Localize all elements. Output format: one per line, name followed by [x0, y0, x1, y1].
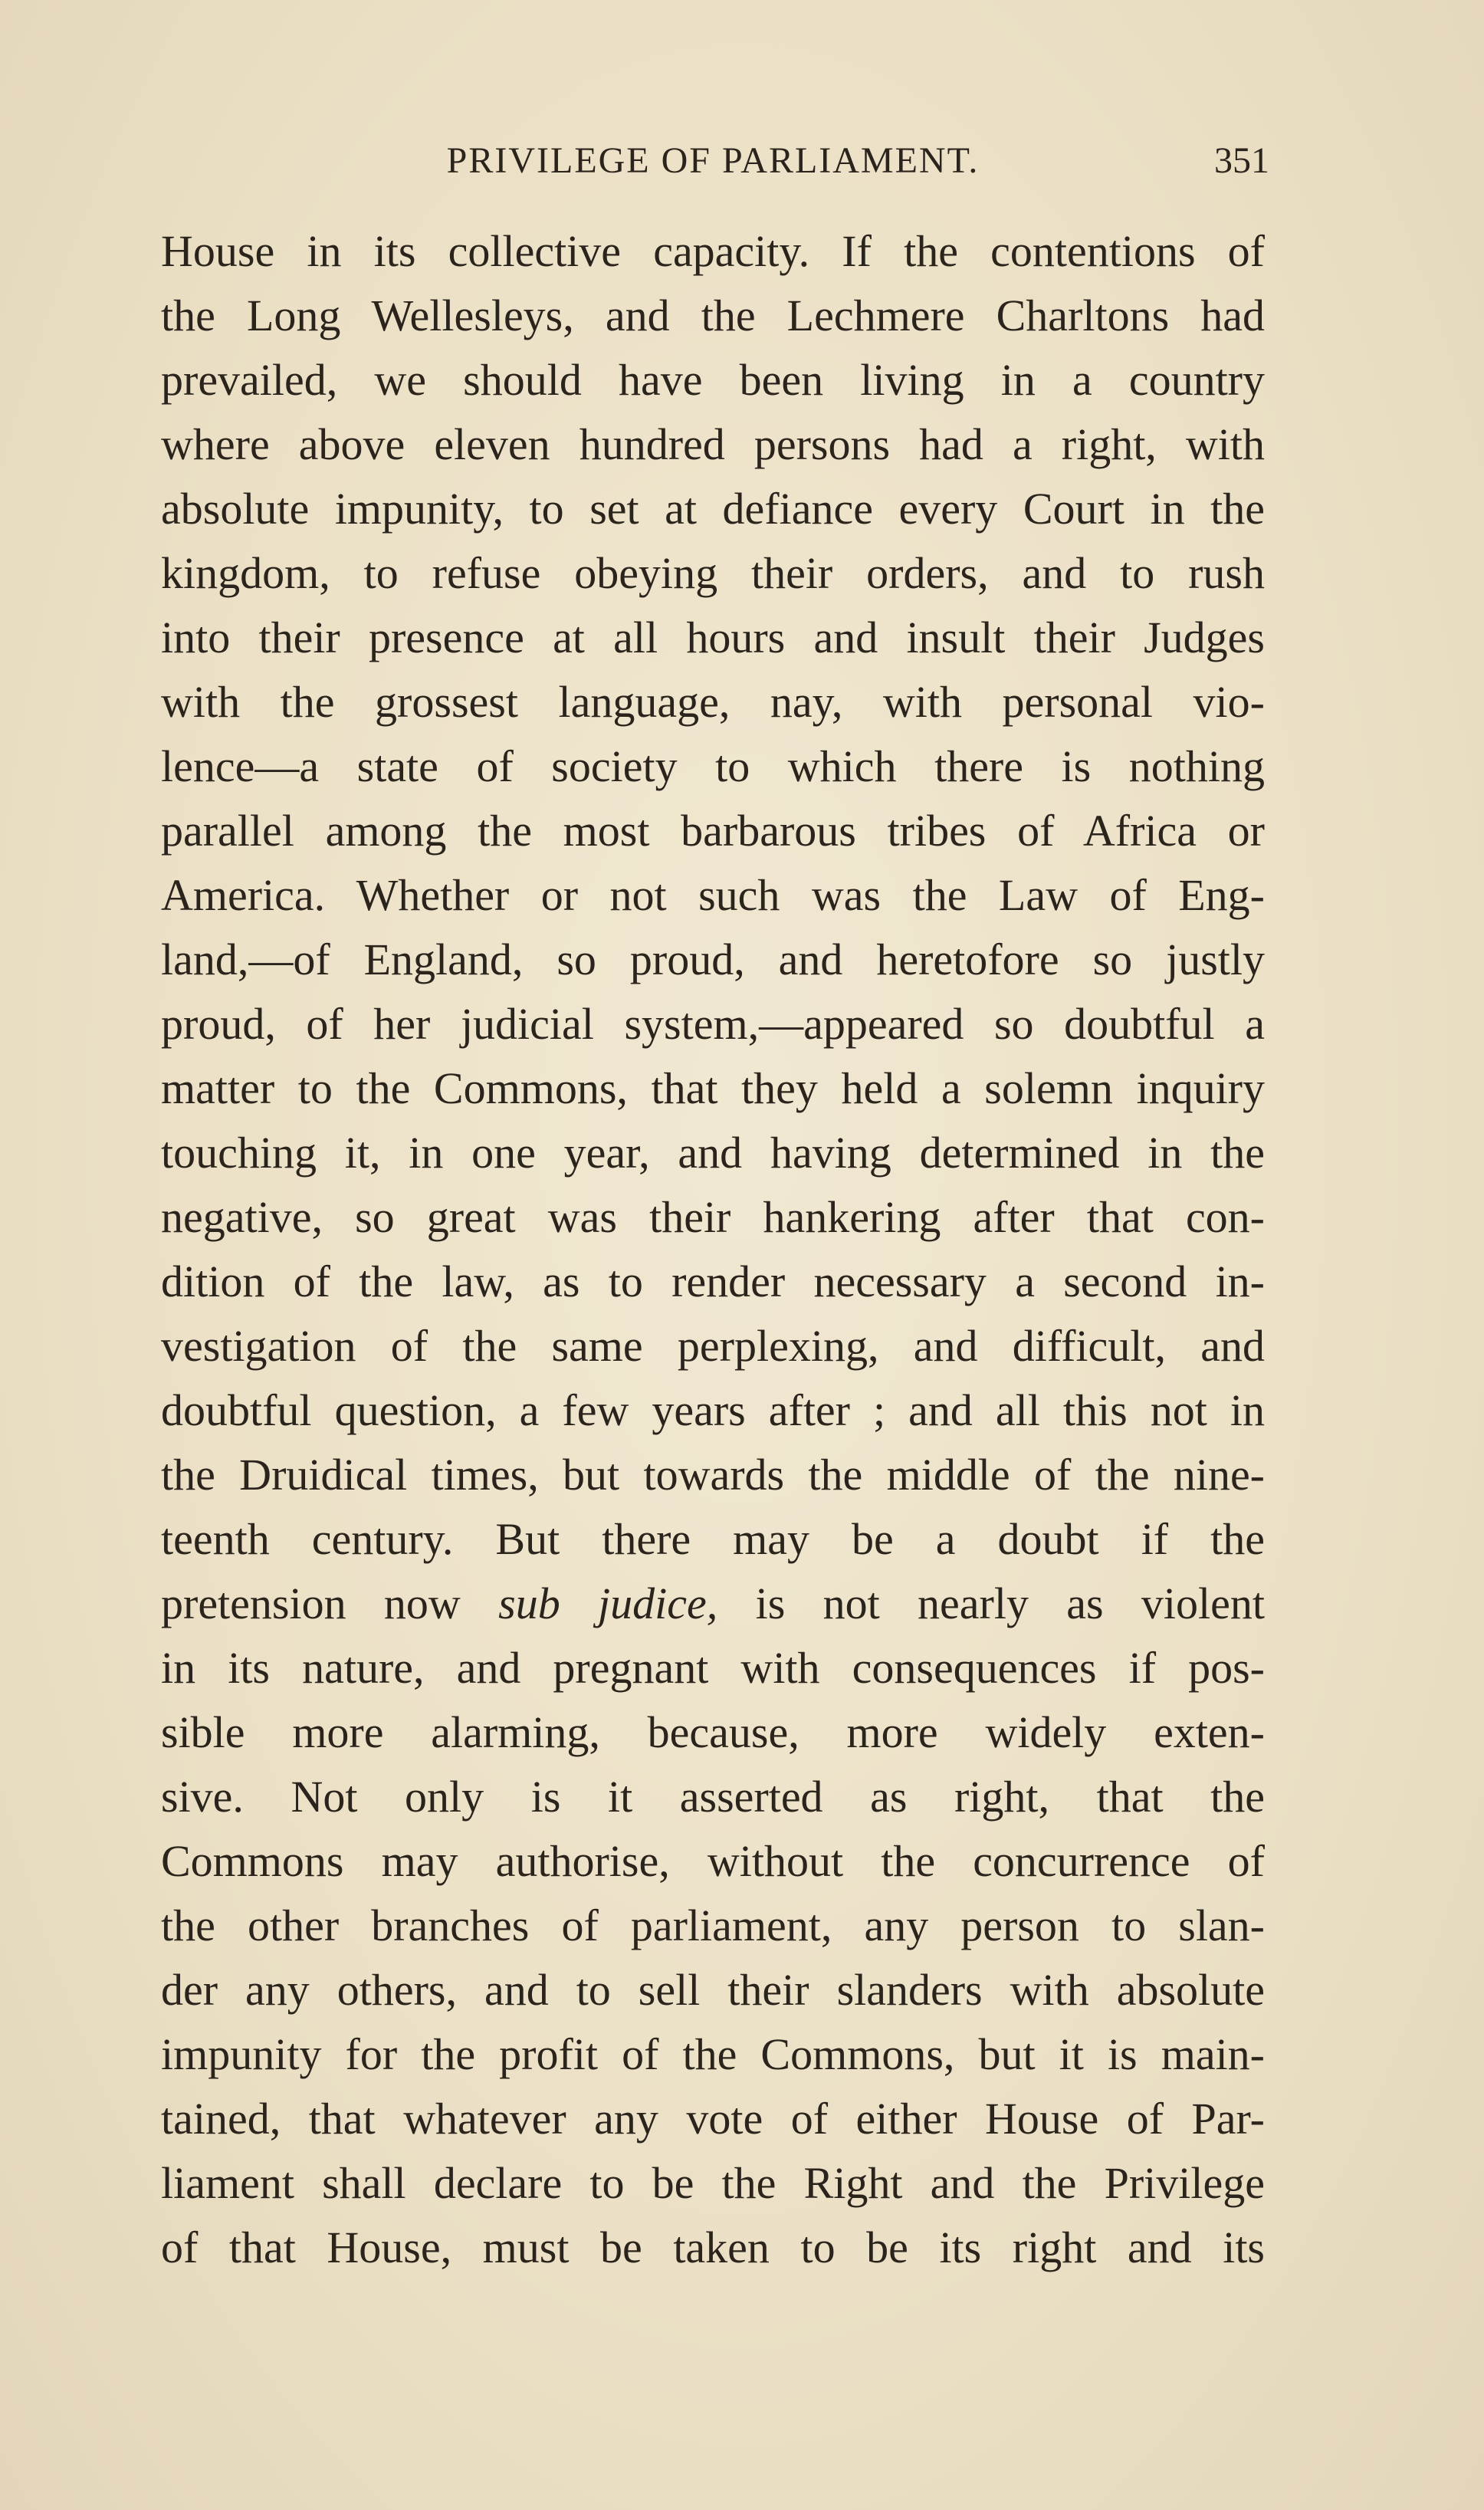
- text-line: in its nature, and pregnant with consequences if pos-: [161, 1643, 1265, 1693]
- text-line: impunity for the profit of the Commons, but it is main-: [161, 2029, 1265, 2079]
- page-header: [161, 138, 1269, 184]
- text-line: touching it, in one year, and having determined in the: [161, 1128, 1265, 1178]
- italic-phrase: sub judice,: [498, 1579, 718, 1628]
- text-line: of that House, must be taken to be its right and its: [161, 2223, 1265, 2272]
- text-line: doubtful question, a few years after ; and all this not in: [161, 1385, 1265, 1435]
- text-line: prevailed, we should have been living in a country: [161, 355, 1265, 405]
- text-line: sive. Not only is it asserted as right, that the: [161, 1772, 1265, 1822]
- text-line: the Druidical times, but towards the middle of the nine-: [161, 1450, 1265, 1500]
- text-line: the Long Wellesleys, and the Lechmere Charltons had: [161, 291, 1265, 340]
- text-line: lence—a state of society to which there is nothing: [161, 741, 1265, 791]
- text-line: land,—of England, so proud, and heretofore so justly: [161, 935, 1265, 984]
- text-line: proud, of her judicial system,—appeared so doubtful a: [161, 999, 1265, 1049]
- text-line: negative, so great was their hankering after that con-: [161, 1192, 1265, 1242]
- text-line: liament shall declare to be the Right and the Privilege: [161, 2158, 1265, 2208]
- text-line: parallel among the most barbarous tribes of Africa or: [161, 806, 1265, 856]
- text-line: teenth century. But there may be a doubt if the: [161, 1514, 1265, 1564]
- text-line: pretension now sub judice, is not nearly as violent: [161, 1579, 1265, 1628]
- text-line: sible more alarming, because, more widely exten-: [161, 1707, 1265, 1757]
- text-line: tained, that whatever any vote of either House of Par-: [161, 2094, 1265, 2144]
- running-title: PRIVILEGE OF PARLIAMENT.: [446, 140, 980, 181]
- text-line: der any others, and to sell their slanders with absolute: [161, 1965, 1265, 2015]
- text-line: dition of the law, as to render necessary a second in-: [161, 1257, 1265, 1306]
- text-line: where above eleven hundred persons had a right, with: [161, 419, 1265, 469]
- text-line: with the grossest language, nay, with personal vio-: [161, 677, 1265, 727]
- text-line: Commons may authorise, without the concurrence of: [161, 1836, 1265, 1886]
- text-line: the other branches of parliament, any person to slan-: [161, 1901, 1265, 1950]
- text-line: kingdom, to refuse obeying their orders, and to rush: [161, 548, 1265, 598]
- page-number: 351: [1214, 140, 1269, 181]
- text-line: into their presence at all hours and insult their Judges: [161, 613, 1265, 662]
- body-text: [161, 219, 1265, 2280]
- text-line: America. Whether or not such was the Law of Eng-: [161, 870, 1265, 920]
- text-line: absolute impunity, to set at defiance every Court in the: [161, 484, 1265, 534]
- text-line: House in its collective capacity. If the contentions of: [161, 226, 1265, 276]
- text-line: vestigation of the same perplexing, and difficult, and: [161, 1321, 1265, 1371]
- text-line: matter to the Commons, that they held a solemn inquiry: [161, 1063, 1265, 1113]
